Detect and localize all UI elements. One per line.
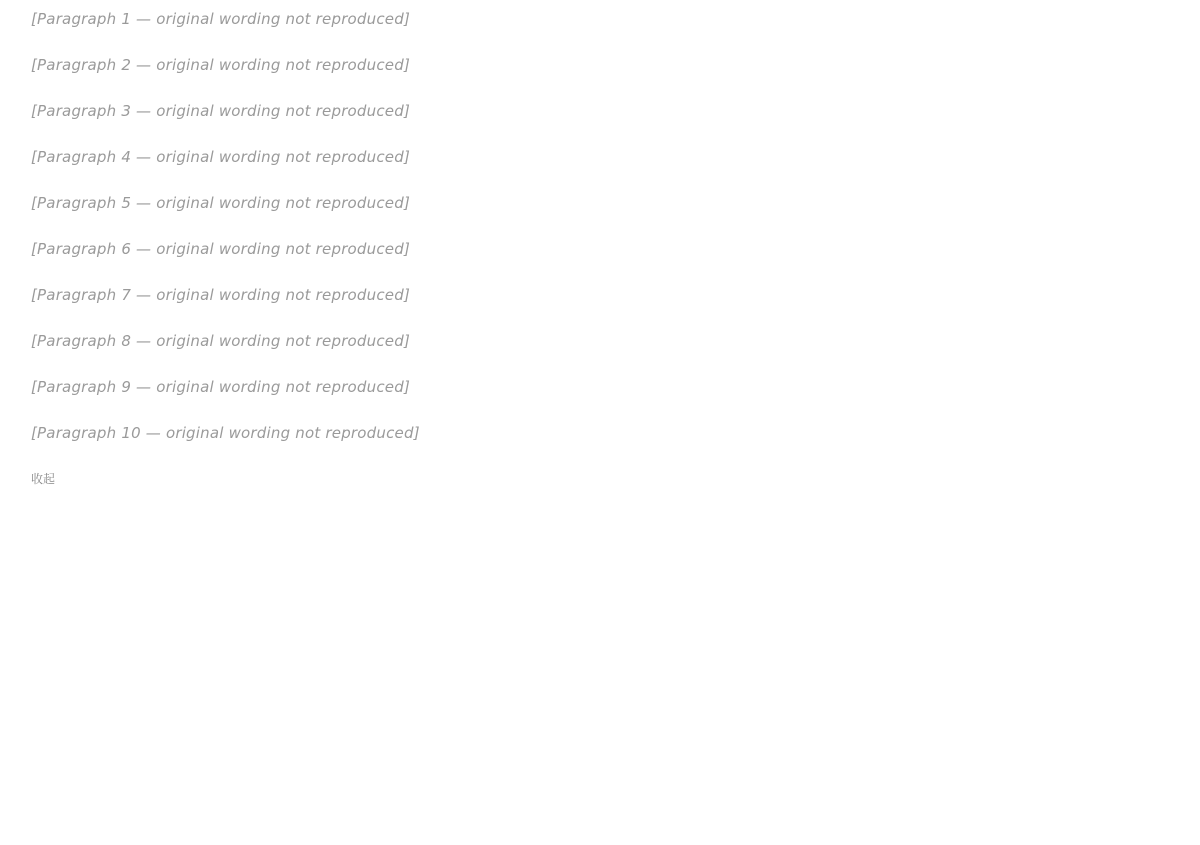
paragraph: [Paragraph 9 — original wording not reproduced] [31,378,411,396]
paragraph: [Paragraph 2 — original wording not reproduced] [31,56,411,74]
paragraph: [Paragraph 3 — original wording not reproduced] [31,102,411,120]
paragraph: [Paragraph 7 — original wording not reproduced] [31,286,411,304]
paragraph: [Paragraph 10 — original wording not reproduced] [31,424,420,442]
paragraph: [Paragraph 8 — original wording not reproduced] [31,332,411,350]
paragraph: [Paragraph 1 — original wording not reproduced] [31,10,411,28]
paragraph: [Paragraph 5 — original wording not reproduced] [31,194,411,212]
collapse-link[interactable]: 收起 [31,472,56,486]
paragraph: [Paragraph 6 — original wording not reproduced] [31,240,411,258]
paragraph-list [31,8,1180,445]
paragraph: [Paragraph 4 — original wording not reproduced] [31,148,411,166]
